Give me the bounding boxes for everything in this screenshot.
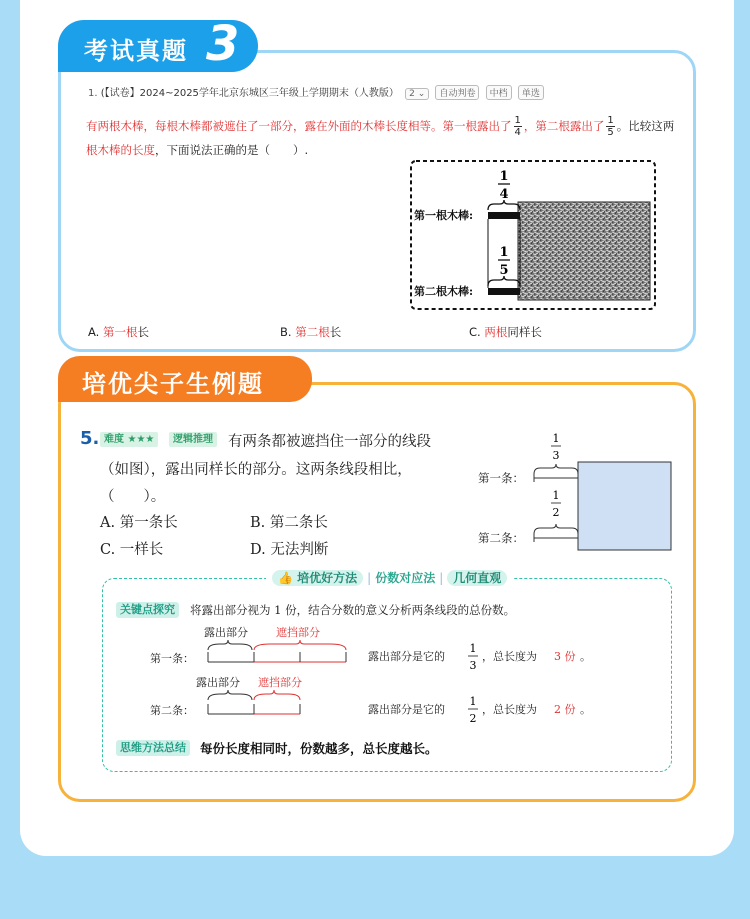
segment-1-frac-num: 1 — [552, 432, 560, 445]
example-section-tab — [58, 356, 312, 402]
question-text-part5: 的长度 — [120, 143, 155, 157]
option-a-first-longer[interactable]: A. 第一条长 — [100, 515, 178, 531]
stick-1-fraction-num: 1 — [499, 169, 509, 184]
segment-2-frac-num: 1 — [552, 489, 560, 502]
fraction-one-fourth: $\frac{1}{4}$ — [514, 115, 521, 138]
stick-2-fraction-den: 5 — [499, 263, 509, 278]
tag-auto-grade[interactable]: 自动判卷 — [435, 85, 479, 100]
method-header: 👍 培优好方法 | 份数对应法 | 几何直观 — [266, 568, 513, 588]
stick-2-label: 第二根木棒: — [414, 285, 474, 298]
segment-2-brace — [534, 524, 578, 534]
difficulty-badge: 难度 ★★★ — [100, 432, 158, 447]
key-point-label: 关键点探究 — [116, 602, 179, 618]
stick-1 — [488, 212, 520, 219]
option-b-second-longer[interactable]: B. 第二条长 — [250, 515, 328, 531]
option-c-equal[interactable]: C. 一样长 — [100, 542, 164, 558]
key-point-text: 将露出部分视为 1 份，结合分数的意义分析两条线段的总份数。 — [190, 603, 516, 617]
row1-total: 3 份 — [554, 650, 576, 663]
question-meta — [88, 84, 544, 100]
row1-end: 。 — [580, 650, 591, 663]
summary-label: 思维方法总结 — [116, 740, 190, 756]
exam-section-number: 3 — [206, 16, 240, 72]
segment-2-label: 第二条： — [478, 531, 524, 545]
question-line-1: 有两条都被遮挡住一部分的线段 — [228, 434, 431, 450]
row1-hidden-brace — [254, 640, 346, 650]
row1-exposed-brace — [208, 640, 252, 650]
segment-1-brace — [534, 464, 578, 474]
method-figure — [140, 620, 660, 730]
tag-difficulty[interactable]: 中档 — [486, 85, 512, 100]
question-line-2: （如图），露出同样长的部分。这两条线段相比， — [100, 462, 412, 478]
logic-tag: 逻辑推理 — [169, 432, 217, 447]
stick-1-label: 第一根木棒: — [414, 209, 474, 222]
row1-explain-2: ，总长度为 — [482, 650, 537, 663]
fraction-one-fifth: $\frac{1}{5}$ — [607, 115, 614, 138]
example-section-title: 培优尖子生例题 — [82, 370, 264, 398]
method-title: 👍 培优好方法 — [272, 570, 363, 586]
row2-label: 第二条： — [150, 704, 194, 717]
cover-rect — [578, 462, 671, 550]
version-select[interactable] — [405, 88, 429, 100]
row1-hidden-label: 遮挡部分 — [276, 626, 320, 639]
stick-1-fraction-den: 4 — [499, 187, 509, 202]
summary-text: 每份长度相同时，份数越多，总长度越长。 — [200, 741, 438, 756]
row2-hidden-label: 遮挡部分 — [258, 676, 302, 689]
question-line-3: （ ）。 — [100, 489, 166, 505]
row2-explain: 露出部分是它的 — [368, 703, 445, 716]
segment-2-frac-den: 2 — [552, 506, 560, 519]
question-number: 5. — [80, 428, 100, 449]
method-sub1: 份数对应法 — [375, 571, 436, 585]
source-link[interactable]: 2024~2025学年北京东城区三年级上学期期末（人教版） — [139, 88, 399, 99]
segments-figure — [474, 430, 684, 560]
question-text-part3: 。比较这两 — [616, 119, 675, 133]
segment-1-label: 第一条： — [478, 471, 524, 485]
row1-frac-num: 1 — [469, 642, 477, 655]
exam-section-title: 考试真题 — [84, 37, 188, 65]
question-text-part4: 根木棒 — [86, 143, 121, 157]
question-text — [86, 114, 676, 162]
row2-frac-den: 2 — [469, 712, 477, 725]
row2-hidden-brace — [254, 690, 300, 700]
row1-label: 第一条： — [150, 652, 194, 665]
version-value: 2 — [409, 89, 415, 99]
chevron-down-icon: ⌄ — [417, 89, 426, 99]
row2-total: 2 份 — [554, 703, 576, 716]
thumbs-up-icon: 👍 — [278, 571, 293, 585]
row2-explain-2: ，总长度为 — [482, 703, 537, 716]
option-a[interactable]: A. 第一根长 — [88, 325, 149, 339]
exam-section-tab — [58, 16, 258, 72]
stick-2 — [488, 288, 520, 295]
source-prefix: (【试卷】 — [100, 88, 140, 99]
row1-frac-den: 3 — [469, 659, 477, 672]
row2-end: 。 — [580, 703, 591, 716]
row2-exposed-label: 露出部分 — [196, 676, 240, 689]
row2-frac-num: 1 — [469, 695, 477, 708]
option-d-unknown[interactable]: D. 无法判断 — [250, 542, 329, 558]
option-b[interactable]: B. 第二根长 — [280, 325, 342, 339]
method-sub2: 几何直观 — [447, 570, 507, 586]
stick-2-fraction-num: 1 — [499, 245, 509, 260]
question-index: 1. — [88, 88, 98, 99]
question-text-part1: 有两根木棒，每根木棒都被遮住了一部分，露在外面的木棒长度相等。第一根露出了 — [86, 119, 512, 133]
row2-exposed-brace — [208, 690, 252, 700]
tag-type[interactable]: 单选 — [518, 85, 544, 100]
row1-explain: 露出部分是它的 — [368, 650, 445, 663]
cover-board — [518, 202, 650, 300]
option-c[interactable]: C. 两根同样长 — [469, 325, 542, 339]
question-text-part2: ，第二根露出了 — [523, 119, 605, 133]
question-text-part6: ，下面说法正确的是（ ）. — [155, 143, 309, 157]
segment-1-frac-den: 3 — [552, 449, 560, 462]
sticks-figure — [410, 160, 656, 310]
row1-exposed-label: 露出部分 — [204, 626, 248, 639]
